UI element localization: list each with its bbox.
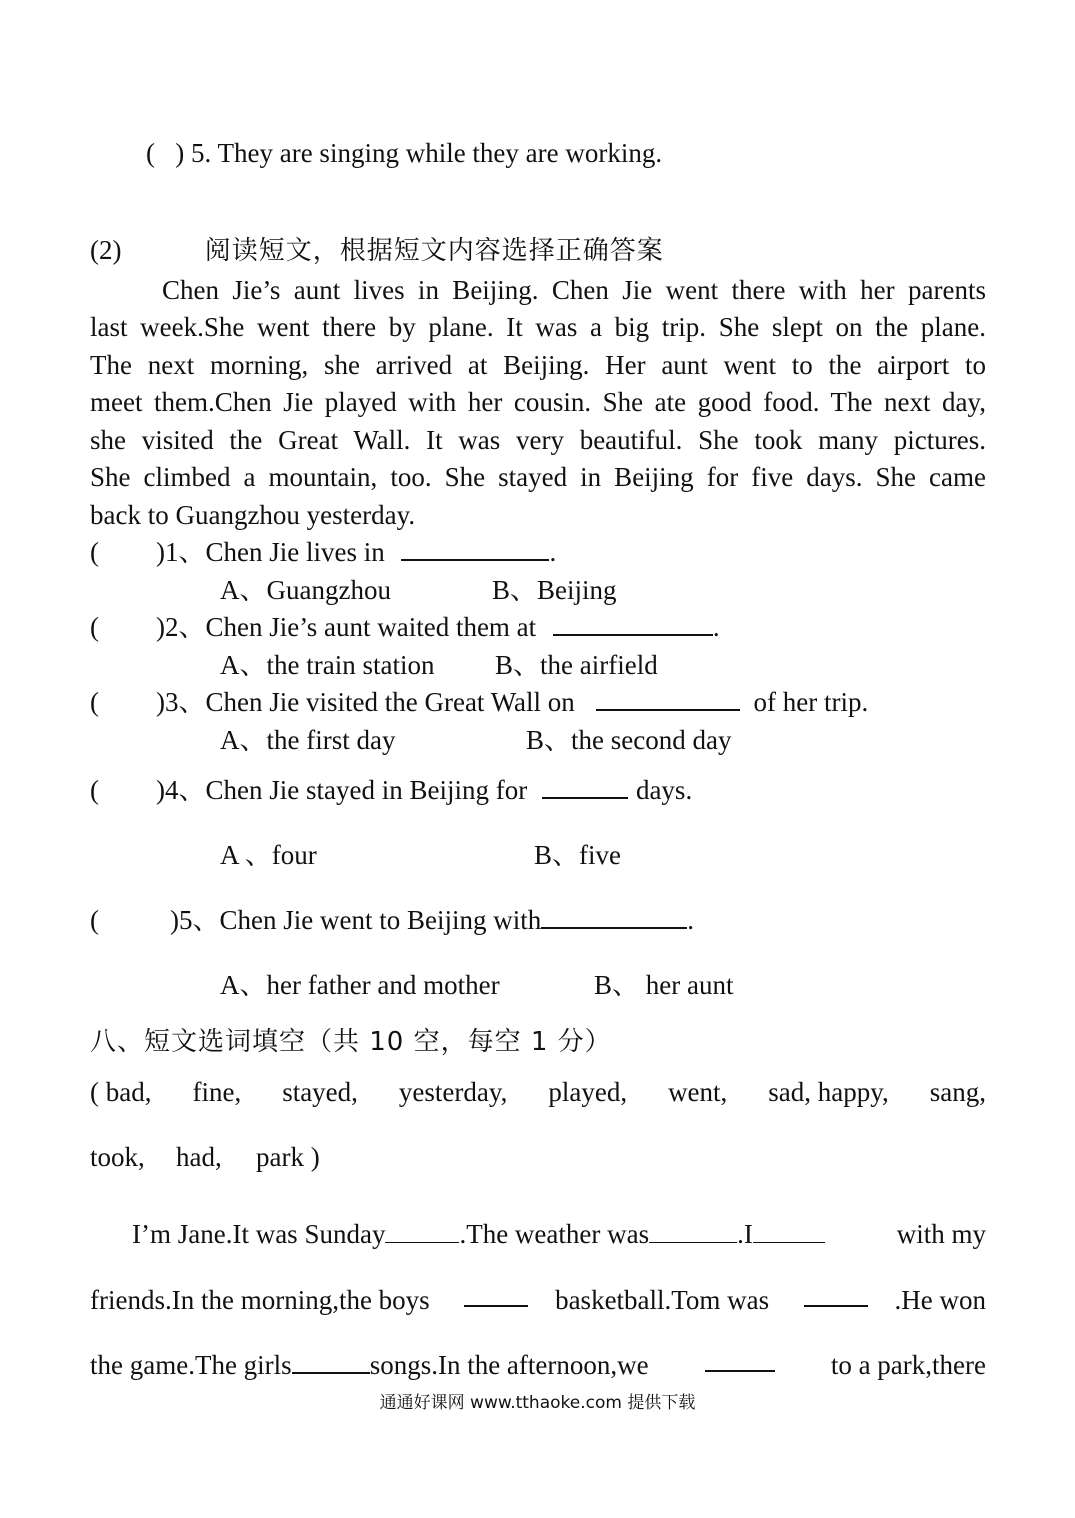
question-number: )4、 [156, 775, 206, 805]
question-4-options [220, 838, 621, 872]
section2-heading [90, 233, 664, 268]
word-bank-item: fine, [192, 1077, 242, 1107]
cloze-text: with my [896, 1219, 986, 1249]
cloze-blank-7[interactable] [705, 1348, 775, 1372]
answer-blank[interactable] [596, 687, 740, 711]
question-stem: Chen Jie lives in [205, 537, 385, 567]
question-stem: Chen Jie’s aunt waited them at [205, 612, 537, 642]
option-b: B、five [534, 840, 621, 870]
question-number: )2、 [156, 612, 206, 642]
question-number: )1、 [156, 537, 206, 567]
cloze-blank-1[interactable] [385, 1220, 459, 1243]
option-b: B、the second day [526, 725, 732, 755]
question-3 [90, 685, 868, 719]
question-stem: Chen Jie visited the Great Wall on [205, 687, 575, 717]
word-bank-item: played, [548, 1077, 628, 1107]
answer-paren-open: ( [90, 687, 99, 717]
answer-paren-open: ( [90, 612, 99, 642]
question-number: )5、 [170, 905, 220, 935]
cloze-text: basketball.Tom was [555, 1285, 770, 1315]
word-bank-item: stayed, [282, 1077, 358, 1107]
cloze-blank-3[interactable] [753, 1220, 825, 1243]
passage-line: meet them.Chen Jie played with her cousin. She ate good food. The next day, [90, 387, 986, 417]
answer-blank[interactable] [541, 905, 687, 929]
answer-paren-open: ( [90, 905, 99, 935]
question-end: . [687, 905, 694, 935]
answer-paren-open: ( [90, 775, 99, 805]
cloze-blank-5[interactable] [804, 1283, 868, 1307]
question-2 [90, 610, 720, 644]
question-5-line [146, 136, 662, 170]
answer-blank[interactable] [553, 612, 713, 636]
cloze-text: .He won [894, 1285, 986, 1315]
option-b: B、Beijing [492, 575, 617, 605]
cloze-line-1 [132, 1217, 986, 1251]
option-a: A、the train station [220, 650, 435, 680]
option-b: B、the airfield [495, 650, 658, 680]
question-5-text: ( ) 5. They are singing while they are working. [146, 138, 663, 168]
question-1-options [220, 573, 617, 607]
section8-title: 八、短文选词填空（共 10 空，每空 1 分） [90, 1027, 612, 1057]
word-bank-item: had, [176, 1142, 222, 1172]
passage-line: last week.She went there by plane. It was a big trip. She slept on the plane. [90, 312, 986, 342]
cloze-blank-4[interactable] [464, 1283, 528, 1307]
question-end: . [549, 537, 557, 567]
cloze-blank-2[interactable] [649, 1220, 737, 1243]
question-1 [90, 535, 556, 569]
answer-blank[interactable] [401, 537, 549, 561]
cloze-text: the game.The girls [90, 1350, 292, 1380]
page-footer: 通通好课网 www.tthaoke.com 提供下载 [379, 1393, 696, 1413]
question-end: of her trip. [753, 687, 869, 717]
passage-line: back to Guangzhou yesterday. [90, 500, 416, 530]
word-bank-row-1 [90, 1075, 986, 1109]
cloze-text: to a park,there [830, 1350, 986, 1380]
option-b: B、 her aunt [594, 970, 734, 1000]
question-5-options [220, 968, 733, 1002]
answer-paren-open: ( [90, 537, 99, 567]
question-2-options [220, 648, 658, 682]
question-end: days. [635, 775, 693, 805]
word-bank-item: went, [668, 1077, 728, 1107]
cloze-text-line1 [132, 1217, 825, 1251]
question-3-options [220, 723, 731, 757]
word-bank-item: sad, happy, [768, 1077, 889, 1107]
option-a: A、Guangzhou [220, 575, 391, 605]
cloze-text: I’m Jane.It was Sunday [132, 1219, 386, 1249]
cloze-text: .I [737, 1219, 753, 1249]
cloze-blank-6[interactable] [292, 1350, 370, 1374]
question-stem: Chen Jie stayed in Beijing for [205, 775, 528, 805]
cloze-text: friends.In the morning,the boys [90, 1285, 430, 1315]
word-bank-row-2 [90, 1140, 320, 1174]
option-a: A、the first day [220, 725, 396, 755]
cloze-line-2 [90, 1283, 986, 1317]
question-end: . [712, 612, 720, 642]
section8-heading [90, 1024, 612, 1059]
word-bank-item: ( bad, [90, 1077, 152, 1107]
passage-line: she visited the Great Wall. It was very beautiful. She took many pictures. [90, 425, 986, 455]
question-stem: Chen Jie went to Beijing with [219, 905, 542, 935]
word-bank-item: yesterday, [398, 1077, 508, 1107]
question-4 [90, 773, 692, 807]
cloze-text: songs.In the afternoon,we [369, 1350, 649, 1380]
question-number: )3、 [156, 687, 206, 717]
option-a: A、her father and mother [220, 970, 500, 1000]
question-5 [90, 903, 694, 937]
word-bank-item: sang, [929, 1077, 986, 1107]
cloze-text: .The weather was [459, 1219, 650, 1249]
section2-title: 阅读短文，根据短文内容选择正确答案 [204, 236, 664, 266]
cloze-line-3 [90, 1348, 986, 1382]
answer-blank[interactable] [542, 775, 628, 799]
word-bank-item: park ) [256, 1142, 320, 1172]
passage-line: The next morning, she arrived at Beijing. Her aunt went to the airport to [90, 350, 986, 380]
passage-line: She climbed a mountain, too. She stayed in Beijing for five days. She came [90, 462, 986, 492]
word-bank-item: took, [90, 1142, 145, 1172]
option-a: A 、four [220, 840, 317, 870]
passage-line: Chen Jie’s aunt lives in Beijing. Chen Jie went there with her parents [162, 275, 986, 305]
section2-number: (2) [90, 235, 122, 265]
